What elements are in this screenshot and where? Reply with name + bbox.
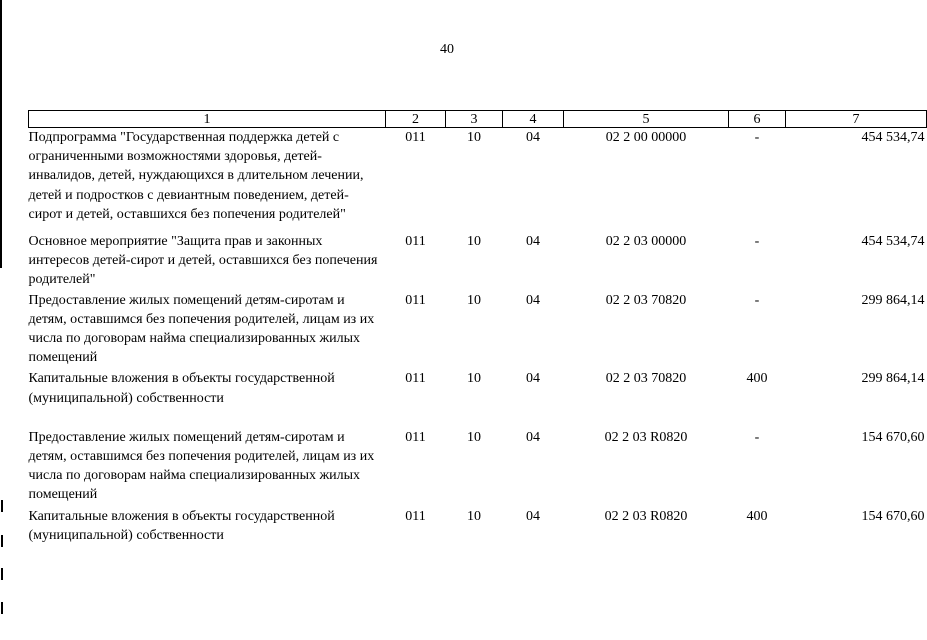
- row-section-code: 10: [467, 292, 481, 308]
- row-expense-type: -: [754, 130, 760, 145]
- row-subsection-code: 04: [526, 429, 540, 445]
- row-section-code: 10: [467, 429, 481, 445]
- row-ministry-code: 011: [405, 429, 426, 445]
- row-target-code: 02 2 03 R0820: [604, 508, 688, 524]
- row-amount: 299 864,14: [861, 371, 925, 387]
- row-target-code: 02 2 03 70820: [605, 371, 687, 387]
- margin-mark: [1, 602, 3, 614]
- column-header-3: 3: [446, 111, 503, 128]
- margin-mark: [1, 535, 3, 547]
- row-ministry-code: 011: [405, 508, 426, 524]
- table-row: [29, 428, 927, 507]
- margin-mark: [1, 500, 3, 512]
- column-header-6: 6: [729, 111, 786, 128]
- page-number: 40: [440, 42, 454, 57]
- table-row: [29, 232, 927, 291]
- row-subsection-code: 04: [526, 130, 540, 145]
- row-amount: 299 864,14: [861, 292, 925, 308]
- row-expense-type: -: [754, 234, 760, 250]
- row-name: Капитальные вложения в объекты государственной (муниципальной) собственности: [28, 371, 335, 406]
- row-ministry-code: 011: [405, 292, 426, 308]
- row-amount: 154 670,60: [861, 508, 925, 524]
- row-ministry-code: 011: [405, 130, 426, 145]
- row-expense-type: -: [754, 429, 760, 445]
- row-expense-type: 400: [746, 371, 768, 387]
- budget-table: [28, 110, 927, 545]
- row-subsection-code: 04: [526, 508, 540, 524]
- row-subsection-code: 04: [526, 371, 540, 387]
- table-row: [29, 291, 927, 370]
- row-target-code: 02 2 03 R0820: [604, 429, 688, 445]
- row-section-code: 10: [467, 508, 481, 524]
- row-subsection-code: 04: [526, 292, 540, 308]
- row-target-code: 02 2 00 00000: [605, 130, 687, 145]
- page-left-edge-line: [0, 0, 2, 268]
- row-section-code: 10: [467, 371, 481, 387]
- row-ministry-code: 011: [405, 371, 426, 387]
- margin-mark: [1, 568, 3, 580]
- row-ministry-code: 011: [405, 234, 426, 250]
- column-header-4: 4: [503, 111, 564, 128]
- row-name: Подпрограмма "Государственная поддержка детей с ограниченными возможностями здоровья, детей-инвалидов, детей, нуждающихся в длительном лечении, детей и подростков с девиантным поведением, детей-сирот и детей, оставшихся без попечения родителей": [28, 130, 364, 222]
- row-subsection-code: 04: [526, 234, 540, 250]
- column-header-7: 7: [786, 111, 927, 128]
- column-header-2: 2: [386, 111, 446, 128]
- table-header-row: [29, 111, 927, 128]
- table-row: [29, 369, 927, 427]
- row-name: Предоставление жилых помещений детям-сиротам и детям, оставшимся без попечения родителей, лицам из их числа по договорам найма специализированных жилых помещений: [28, 429, 375, 503]
- row-name: Основное мероприятие "Защита прав и законных интересов детей-сирот и детей, оставшихся без попечения родителей": [28, 234, 378, 288]
- table-row: [29, 128, 927, 233]
- column-header-1: 1: [29, 111, 386, 128]
- row-amount: 154 670,60: [861, 429, 925, 445]
- row-expense-type: -: [754, 292, 760, 308]
- column-header-5: 5: [564, 111, 729, 128]
- row-section-code: 10: [467, 130, 481, 145]
- row-amount: 454 534,74: [861, 234, 925, 250]
- row-amount: 454 534,74: [861, 130, 925, 145]
- row-name: Предоставление жилых помещений детям-сиротам и детям, оставшимся без попечения родителей, лицам из их числа по договорам найма специализированных жилых помещений: [28, 292, 375, 366]
- table-row: [29, 507, 927, 545]
- row-target-code: 02 2 03 70820: [605, 292, 687, 308]
- row-target-code: 02 2 03 00000: [605, 234, 687, 250]
- row-name: Капитальные вложения в объекты государственной (муниципальной) собственности: [28, 508, 335, 543]
- row-section-code: 10: [467, 234, 481, 250]
- row-expense-type: 400: [746, 508, 768, 524]
